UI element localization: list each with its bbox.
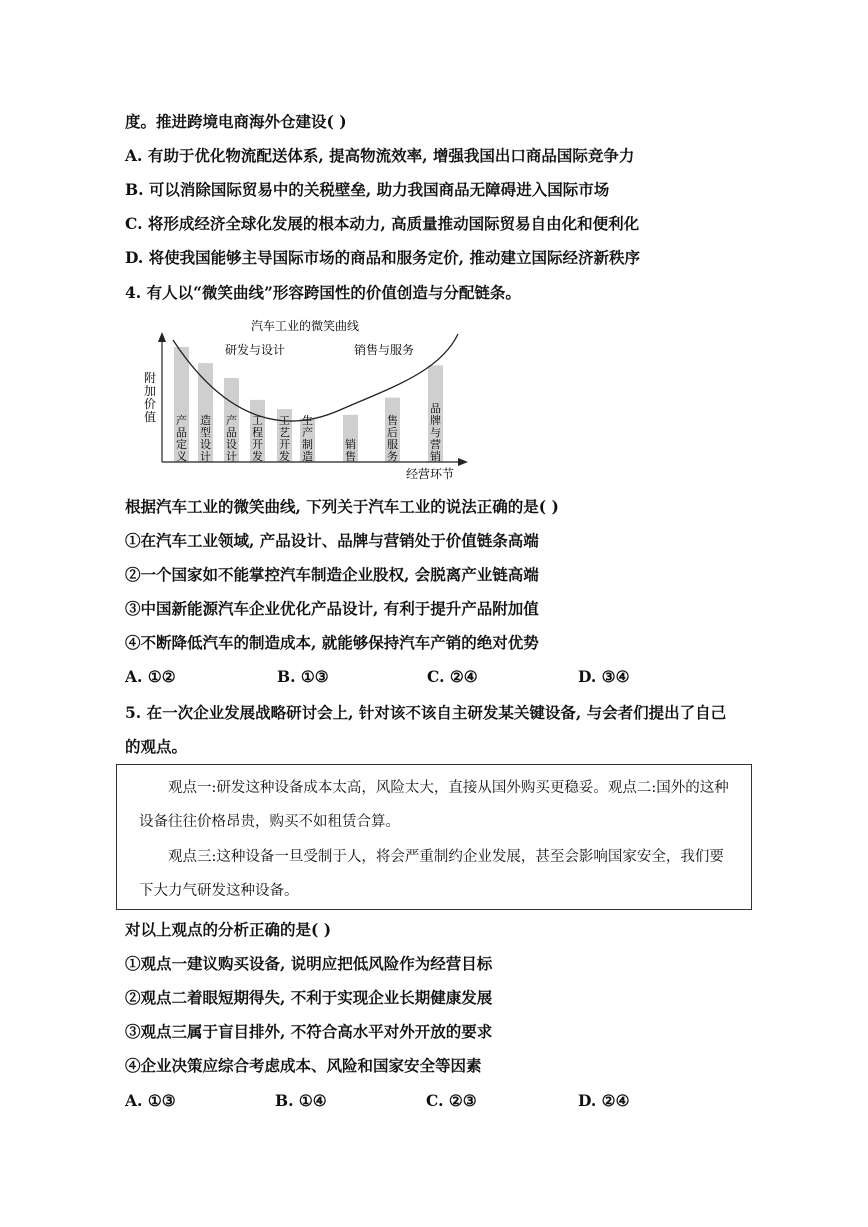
chart-annotation-rd: 研发与设计 bbox=[224, 343, 286, 357]
bar-label-5: 工艺开发 bbox=[279, 414, 290, 463]
y-axis-label: 附加价值 bbox=[143, 371, 157, 424]
q4-statement-2: ②一个国家如不能掌控汽车制造企业股权, 会脱离产业链高端 bbox=[125, 565, 539, 584]
bar-label-1: 产品定义 bbox=[176, 414, 187, 463]
viewpoints-paragraph-1: 观点一:研发这种设备成本太高，风险太大，直接从国外购买更稳妥。观点二:国外的这种设备往往价格昂贵，购买不如租赁合算。 bbox=[139, 780, 729, 830]
q4-choice-b[interactable]: B. ①③ bbox=[277, 667, 329, 686]
bar-label-8: 售后服务 bbox=[387, 414, 398, 463]
q3-option-c: C. 将形成经济全球化发展的根本动力, 高质量推动国际贸易自由化和便利化 bbox=[125, 214, 640, 233]
q5-question: 对以上观点的分析正确的是( ) bbox=[125, 920, 332, 939]
q5-statement-3: ③观点三属于盲目排外, 不符合高水平对外开放的要求 bbox=[125, 1022, 493, 1041]
x-axis-label: 经营环节 bbox=[405, 467, 455, 481]
bar-label-6: 生产制造 bbox=[302, 414, 313, 463]
q5-choice-c[interactable]: C. ②③ bbox=[426, 1091, 477, 1110]
q5-choice-b[interactable]: B. ①④ bbox=[275, 1091, 327, 1110]
y-axis-arrow bbox=[158, 332, 166, 342]
x-axis-arrow bbox=[458, 458, 468, 466]
q3-option-a: A. 有助于优化物流配送体系, 提高物流效率, 增强我国出口商品国际竞争力 bbox=[125, 146, 635, 165]
smile-curve bbox=[173, 334, 458, 421]
bar-label-2: 造型设计 bbox=[200, 414, 211, 463]
bar-label-4: 工程开发 bbox=[252, 414, 263, 463]
q4-choice-c[interactable]: C. ②④ bbox=[427, 667, 478, 686]
bar-label-9: 品牌与营销 bbox=[430, 402, 441, 463]
q4-statement-1: ①在汽车工业领域, 产品设计、品牌与营销处于价值链条高端 bbox=[125, 531, 539, 550]
bar-label-3: 产品设计 bbox=[226, 414, 237, 463]
bar-label-7: 销售 bbox=[345, 438, 356, 463]
chart-annotation-sales: 销售与服务 bbox=[353, 343, 415, 357]
q5-choice-d[interactable]: D. ②④ bbox=[578, 1091, 630, 1110]
q5-choice-a[interactable]: A. ①③ bbox=[125, 1091, 176, 1110]
q4-statement-4: ④不断降低汽车的制造成本, 就能够保持汽车产销的绝对优势 bbox=[125, 633, 539, 652]
q5-stem-line1: 5. 在一次企业发展战略研讨会上, 针对该不该自主研发某关键设备, 与会者们提出了自己 bbox=[125, 703, 727, 722]
q3-option-d: D. 将使我国能够主导国际市场的商品和服务定价, 推动建立国际经济新秩序 bbox=[125, 248, 640, 267]
q5-statement-2: ②观点二着眼短期得失, 不利于实现企业长期健康发展 bbox=[125, 988, 493, 1007]
q4-stem: 4. 有人以“微笑曲线”形容跨国性的价值创造与分配链条。 bbox=[125, 283, 521, 302]
smile-curve-chart bbox=[140, 312, 480, 482]
q5-statement-1: ①观点一建议购买设备, 说明应把低风险作为经营目标 bbox=[125, 954, 493, 973]
q4-question: 根据汽车工业的微笑曲线, 下列关于汽车工业的说法正确的是( ) bbox=[125, 497, 559, 516]
q3-option-b: B. 可以消除国际贸易中的关税壁垒, 助力我国商品无障碍进入国际市场 bbox=[125, 180, 610, 199]
viewpoints-paragraph-2: 观点三:这种设备一旦受制于人，将会严重制约企业发展，甚至会影响国家安全，我们要下大力气研发这种设备。 bbox=[139, 849, 724, 899]
q4-statement-3: ③中国新能源汽车企业优化产品设计, 有利于提升产品附加值 bbox=[125, 599, 539, 618]
q5-stem-line2: 的观点。 bbox=[125, 737, 188, 756]
q3-stem-tail: 度。推进跨境电商海外仓建设( ) bbox=[125, 112, 347, 131]
q5-statement-4: ④企业决策应综合考虑成本、风险和国家安全等因素 bbox=[125, 1056, 482, 1075]
chart-title: 汽车工业的微笑曲线 bbox=[250, 319, 360, 333]
q4-choice-d[interactable]: D. ③④ bbox=[578, 667, 630, 686]
q4-choice-a[interactable]: A. ①② bbox=[125, 667, 176, 686]
viewpoints-box bbox=[116, 764, 752, 910]
